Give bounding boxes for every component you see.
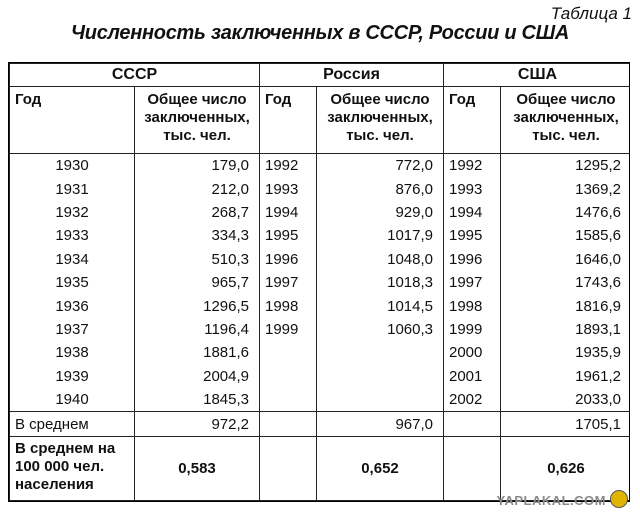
column-header-year: Год [10, 87, 135, 154]
value-cell: 1935,9 [501, 341, 631, 364]
group-header-russia: Россия [260, 64, 444, 87]
year-cell: 2000 [444, 341, 501, 364]
year-cell: 1937 [10, 318, 135, 341]
year-cell: 1933 [10, 224, 135, 247]
column-header-year: Год [444, 87, 501, 154]
value-cell: 1646,0 [501, 248, 631, 271]
value-cell: 1017,9 [317, 224, 444, 247]
average-ussr: 972,2 [135, 412, 260, 437]
year-cell: 1940 [10, 388, 135, 412]
table-row [10, 341, 631, 364]
year-cell: 1994 [444, 201, 501, 224]
value-cell: 1295,2 [501, 154, 631, 178]
year-cell: 1999 [444, 318, 501, 341]
value-cell: 1048,0 [317, 248, 444, 271]
per-capita-row [10, 437, 631, 501]
table-row [10, 365, 631, 388]
year-cell: 1934 [10, 248, 135, 271]
per-capita-ussr: 0,583 [135, 437, 260, 501]
group-header-row [10, 64, 631, 87]
value-cell: 929,0 [317, 201, 444, 224]
year-cell: 1996 [444, 248, 501, 271]
value-cell: 1961,2 [501, 365, 631, 388]
group-header-ussr: СССР [10, 64, 260, 87]
value-cell: 179,0 [135, 154, 260, 178]
value-cell: 1743,6 [501, 271, 631, 294]
value-cell: 1893,1 [501, 318, 631, 341]
year-cell: 1996 [260, 248, 317, 271]
year-cell: 1995 [444, 224, 501, 247]
table-row [10, 201, 631, 224]
year-cell: 1938 [10, 341, 135, 364]
year-cell: 1936 [10, 294, 135, 317]
value-cell [317, 341, 444, 364]
value-cell: 772,0 [317, 154, 444, 178]
column-header-year: Год [260, 87, 317, 154]
value-cell: 1296,5 [135, 294, 260, 317]
value-cell [317, 365, 444, 388]
value-cell: 1014,5 [317, 294, 444, 317]
value-cell: 1196,4 [135, 318, 260, 341]
value-cell: 2004,9 [135, 365, 260, 388]
per-capita-russia: 0,652 [317, 437, 444, 501]
value-cell: 334,3 [135, 224, 260, 247]
year-cell: 1930 [10, 154, 135, 178]
year-cell: 1998 [260, 294, 317, 317]
value-cell: 1585,6 [501, 224, 631, 247]
year-cell: 1931 [10, 177, 135, 200]
value-cell: 1369,2 [501, 177, 631, 200]
average-row [10, 412, 631, 437]
average-usa: 1705,1 [501, 412, 631, 437]
table-row [10, 248, 631, 271]
year-cell: 1992 [444, 154, 501, 178]
value-cell [317, 388, 444, 412]
year-cell: 1997 [444, 271, 501, 294]
table-row [10, 224, 631, 247]
column-header-total: Общее число заключенных, тыс. чел. [317, 87, 444, 154]
table-row [10, 154, 631, 178]
group-header-usa: США [444, 64, 631, 87]
watermark-badge-icon [610, 490, 628, 508]
table-row [10, 271, 631, 294]
prisoners-table [9, 63, 630, 501]
year-cell: 2001 [444, 365, 501, 388]
year-cell [260, 341, 317, 364]
value-cell: 1845,3 [135, 388, 260, 412]
column-header-row [10, 87, 631, 154]
average-label: В среднем [10, 412, 135, 437]
table-number-label: Таблица 1 [550, 4, 632, 23]
table-row [10, 388, 631, 412]
value-cell: 2033,0 [501, 388, 631, 412]
year-cell [260, 388, 317, 412]
year-cell: 1994 [260, 201, 317, 224]
average-russia: 967,0 [317, 412, 444, 437]
value-cell: 1881,6 [135, 341, 260, 364]
table-row [10, 294, 631, 317]
value-cell: 1018,3 [317, 271, 444, 294]
value-cell: 212,0 [135, 177, 260, 200]
year-cell: 1999 [260, 318, 317, 341]
year-cell: 1932 [10, 201, 135, 224]
value-cell: 1476,6 [501, 201, 631, 224]
year-cell: 1993 [260, 177, 317, 200]
year-cell: 1992 [260, 154, 317, 178]
year-cell: 1998 [444, 294, 501, 317]
table-row [10, 318, 631, 341]
column-header-total: Общее число заключенных, тыс. чел. [501, 87, 631, 154]
table-title: Численность заключенных в СССР, России и США [70, 22, 570, 44]
value-cell: 965,7 [135, 271, 260, 294]
value-cell: 1816,9 [501, 294, 631, 317]
column-header-total: Общее число заключенных, тыс. чел. [135, 87, 260, 154]
year-cell: 1997 [260, 271, 317, 294]
year-cell: 1993 [444, 177, 501, 200]
year-cell: 1995 [260, 224, 317, 247]
per-capita-label: В среднем на 100 000 чел. населения [10, 437, 135, 501]
year-cell: 1935 [10, 271, 135, 294]
prisoners-table-frame [8, 62, 630, 502]
year-cell: 1939 [10, 365, 135, 388]
per-capita-usa: 0,626 [501, 437, 631, 501]
year-cell [260, 365, 317, 388]
value-cell: 1060,3 [317, 318, 444, 341]
watermark-text: YAPLAKAL.COM [496, 493, 606, 508]
value-cell: 510,3 [135, 248, 260, 271]
value-cell: 268,7 [135, 201, 260, 224]
value-cell: 876,0 [317, 177, 444, 200]
table-row [10, 177, 631, 200]
year-cell: 2002 [444, 388, 501, 412]
